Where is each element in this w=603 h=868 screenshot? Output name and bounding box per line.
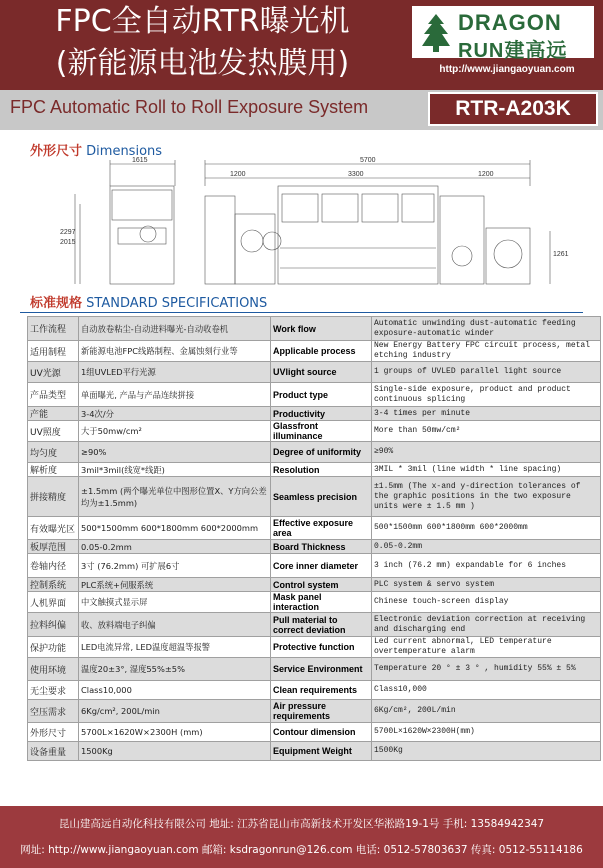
spec-cn-label: 板厚范围 (28, 540, 79, 554)
spec-en-label: UVlight source (271, 362, 372, 383)
spec-en-label: Clean requirements (271, 681, 372, 700)
model-badge: RTR-A203K (428, 92, 598, 126)
spec-cn-value: 温度20±3°, 湿度55%±5% (79, 658, 271, 681)
spec-en-label: Service Environment (271, 658, 372, 681)
spec-cn-value: 1500Kg (79, 742, 271, 761)
spec-en-label: Resolution (271, 463, 372, 477)
spec-en-value: Chinese touch-screen display (372, 592, 601, 613)
title-line-2: (新能源电池发热膜用) (55, 46, 350, 81)
spec-en-value: Class10,000 (372, 681, 601, 700)
dim-label-2297: 2297 (60, 229, 76, 236)
spec-en-value: PLC system & servo system (372, 578, 601, 592)
spec-row (28, 383, 601, 407)
spec-row (28, 613, 601, 637)
spec-en-label: Air pressure requirements (271, 700, 372, 723)
specifications-table (27, 316, 601, 761)
spec-en-value: Temperature 20 ° ± 3 ° , humidity 55% ± 5% (372, 658, 601, 681)
dimensions-drawing (30, 156, 575, 286)
dim-label-1200-left: 1200 (230, 171, 246, 178)
spec-cn-value: 自动放卷粘尘-自动进料曝光-自动收卷机 (79, 317, 271, 341)
spec-en-value: More than 50mw/cm² (372, 421, 601, 442)
spec-en-value: Led current abnormal, LED temperature overtemperature alarm (372, 637, 601, 658)
spec-en-label: Equipment Weight (271, 742, 372, 761)
spec-cn-label: 使用环境 (28, 658, 79, 681)
spec-cn-label: 空压需求 (28, 700, 79, 723)
spec-cn-label: 有效曝光区 (28, 517, 79, 540)
spec-en-label: Control system (271, 578, 372, 592)
specifications-table-body (28, 317, 601, 761)
spec-row (28, 341, 601, 362)
spec-cn-value: ≥90% (79, 442, 271, 463)
spec-en-label: Board Thickness (271, 540, 372, 554)
spec-cn-label: 拉料纠偏 (28, 613, 79, 637)
spec-cn-value: 500*1500mm 600*1800mm 600*2000mm (79, 517, 271, 540)
dim-label-1615: 1615 (132, 157, 148, 164)
specs-heading-en: STANDARD SPECIFICATIONS (86, 296, 268, 311)
spec-en-value: ±1.5mm (The x-and y-direction tolerances of the graphic positions in the two exposure units were ± 1.5 mm ) (372, 477, 601, 517)
subtitle-en: FPC Automatic Roll to Roll Exposure System (10, 97, 369, 117)
spec-cn-label: 拼接精度 (28, 477, 79, 517)
spec-row (28, 700, 601, 723)
spec-en-value: 3 inch (76.2 mm) expandable for 6 inches (372, 554, 601, 578)
spec-en-value: 5700L×1620W×2300H(mm) (372, 723, 601, 742)
footer-company-address: 昆山建高远自动化科技有限公司 地址: 江苏省昆山市高新技术开发区华淞路19-1号 手机: 13584942347 (58, 818, 545, 830)
spec-en-value: 3MIL * 3mil (line width * line spacing) (372, 463, 601, 477)
spec-cn-value: PLC系统+伺服系统 (79, 578, 271, 592)
spec-cn-value: 6Kg/cm², 200L/min (79, 700, 271, 723)
spec-en-label: Product type (271, 383, 372, 407)
spec-cn-value: 3寸 (76.2mm) 可扩展6寸 (79, 554, 271, 578)
spec-en-value: 3-4 times per minute (372, 407, 601, 421)
spec-cn-value: 5700L×1620W×2300H (mm) (79, 723, 271, 742)
spec-row (28, 477, 601, 517)
spec-cn-label: 均匀度 (28, 442, 79, 463)
spec-cn-value: LED电流异常, LED温度超温等报警 (79, 637, 271, 658)
spec-row (28, 554, 601, 578)
spec-en-value: Automatic unwinding dust-automatic feeding exposure-automatic winder (372, 317, 601, 341)
footer-contact: 网址: http://www.jiangaoyuan.com 邮箱: ksdragonrun@126.com 电话: 0512-57803637 传真: 0512-55114186 (20, 844, 583, 856)
spec-en-label: Glassfront illuminance (271, 421, 372, 442)
spec-row (28, 540, 601, 554)
dim-label-5700: 5700 (360, 157, 376, 164)
spec-row (28, 578, 601, 592)
spec-row (28, 362, 601, 383)
spec-row (28, 317, 601, 341)
dim-label-1200-right: 1200 (478, 171, 494, 178)
spec-cn-value: ±1.5mm (两个曝光单位中图形位置X、Y方向公差均为±1.5mm) (79, 477, 271, 517)
spec-row (28, 637, 601, 658)
spec-en-label: Mask panel interaction (271, 592, 372, 613)
spec-cn-label: 适用制程 (28, 341, 79, 362)
spec-en-label: Effective exposure area (271, 517, 372, 540)
dim-label-1261: 1261 (553, 251, 569, 258)
spec-row (28, 463, 601, 477)
spec-en-label: Productivity (271, 407, 372, 421)
spec-cn-value: Class10,000 (79, 681, 271, 700)
dimensions-heading-cn: 外形尺寸 (30, 144, 83, 159)
spec-cn-label: 设备重量 (28, 742, 79, 761)
spec-cn-label: 无尘要求 (28, 681, 79, 700)
spec-cn-value: 3mil*3mil(线宽*线距) (79, 463, 271, 477)
spec-cn-label: 产品类型 (28, 383, 79, 407)
spec-cn-value: 新能源电池FPC线路制程、金属蚀刻行业等 (79, 341, 271, 362)
dim-label-2015: 2015 (60, 239, 76, 246)
spec-cn-label: 解析度 (28, 463, 79, 477)
spec-cn-label: UV光源 (28, 362, 79, 383)
spec-row (28, 421, 601, 442)
dimensions-heading-en: Dimensions (86, 144, 163, 159)
spec-cn-value: 0.05-0.2mm (79, 540, 271, 554)
spec-cn-label: 人机界面 (28, 592, 79, 613)
spec-row (28, 407, 601, 421)
spec-row (28, 681, 601, 700)
spec-cn-label: 保护功能 (28, 637, 79, 658)
spec-cn-value: 3-4次/分 (79, 407, 271, 421)
spec-en-value: New Energy Battery FPC circuit process, metal etching industry (372, 341, 601, 362)
spec-en-value: ≥90% (372, 442, 601, 463)
spec-row (28, 658, 601, 681)
spec-row (28, 592, 601, 613)
spec-cn-value: 1组UVLED平行光源 (79, 362, 271, 383)
spec-en-value: 1 groups of UVLED parallel light source (372, 362, 601, 383)
specs-heading-cn: 标准规格 (30, 296, 83, 311)
spec-en-label: Core inner diameter (271, 554, 372, 578)
spec-cn-value: 中文触摸式显示屏 (79, 592, 271, 613)
spec-row (28, 723, 601, 742)
spec-en-label: Protective function (271, 637, 372, 658)
spec-en-value: 500*1500mm 600*1800mm 600*2000mm (372, 517, 601, 540)
dragon-emblem-icon (418, 12, 454, 54)
spec-en-value: Single-side exposure, product and product continuous splicing (372, 383, 601, 407)
spec-en-label: Degree of uniformity (271, 442, 372, 463)
spec-en-label: Contour dimension (271, 723, 372, 742)
logo-wordmark-run: RUN建高远 (458, 40, 568, 62)
spec-en-label: Work flow (271, 317, 372, 341)
dim-label-3300: 3300 (348, 171, 364, 178)
spec-cn-value: 大于50mw/cm² (79, 421, 271, 442)
spec-en-label: Applicable process (271, 341, 372, 362)
spec-en-value: 6Kg/cm², 200L/min (372, 700, 601, 723)
spec-row (28, 442, 601, 463)
title-line-1: FPC全自动RTR曝光机 (55, 4, 350, 39)
spec-cn-label: 产能 (28, 407, 79, 421)
specs-heading (30, 292, 267, 311)
spec-row (28, 742, 601, 761)
spec-en-value: 1500Kg (372, 742, 601, 761)
specs-heading-rule (20, 312, 583, 313)
header-website-link[interactable]: http://www.jiangaoyuan.com (439, 64, 575, 75)
spec-cn-label: 卷轴内径 (28, 554, 79, 578)
spec-row (28, 517, 601, 540)
company-logo (410, 4, 596, 60)
spec-cn-label: 控制系统 (28, 578, 79, 592)
spec-en-value: 0.05-0.2mm (372, 540, 601, 554)
spec-en-value: Electronic deviation correction at receiving and discharging end (372, 613, 601, 637)
spec-en-label: Seamless precision (271, 477, 372, 517)
spec-cn-value: 单面曝光, 产品与产品连续拼接 (79, 383, 271, 407)
spec-cn-label: 工作流程 (28, 317, 79, 341)
spec-cn-value: 收、放料端电子纠偏 (79, 613, 271, 637)
spec-en-label: Pull material to correct deviation (271, 613, 372, 637)
logo-wordmark-dragon: DRAGON (458, 10, 562, 35)
spec-cn-label: 外形尺寸 (28, 723, 79, 742)
spec-cn-label: UV照度 (28, 421, 79, 442)
